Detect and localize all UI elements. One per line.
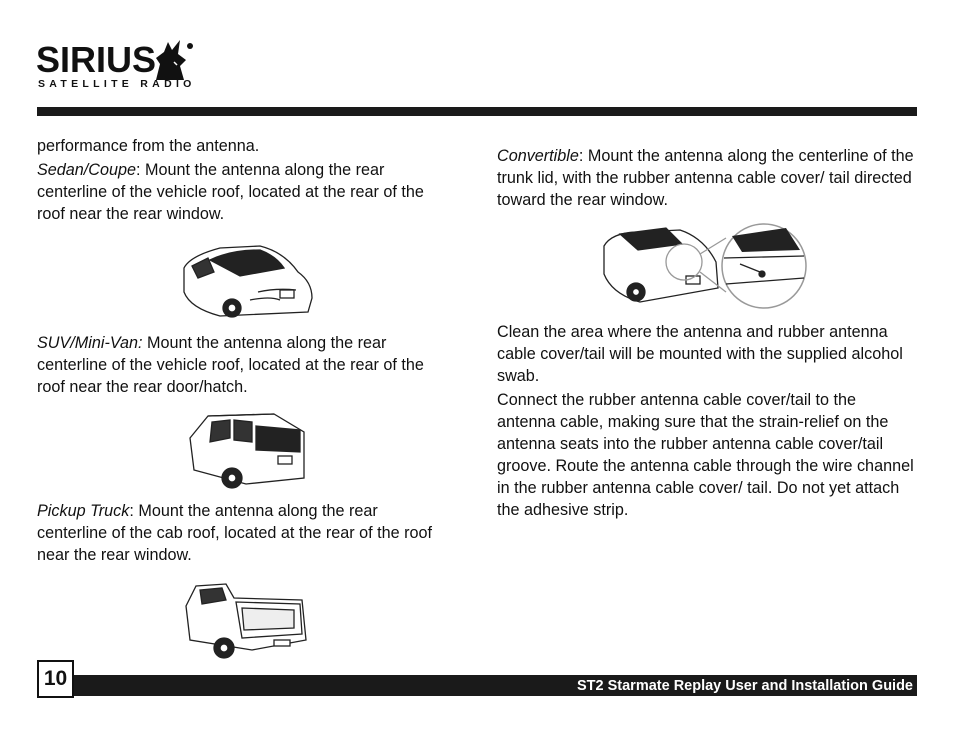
page-number: 10	[37, 660, 74, 698]
convertible-paragraph	[497, 145, 917, 211]
pickup-label: Pickup Truck	[37, 502, 130, 520]
footer-bar	[70, 675, 917, 696]
convertible-text: : Mount the antenna along the centerline of the trunk lid, with the rubber antenna cable cover/ tail directed toward the rear window.	[497, 147, 914, 209]
suv-label: SUV/Mini-Van:	[37, 334, 143, 352]
suv-illustration	[186, 408, 308, 496]
pickup-truck-illustration	[182, 578, 310, 666]
logo-tagline: SATELLITE RADIO	[38, 78, 196, 90]
right-column-lower	[497, 321, 917, 521]
sirius-logo	[36, 36, 196, 94]
header-divider	[37, 107, 917, 116]
convertible-illustration	[600, 222, 812, 314]
left-column	[37, 135, 447, 225]
sedan-paragraph	[37, 159, 447, 225]
logo-wordmark: SIRIUS	[36, 39, 157, 80]
sedan-illustration	[180, 238, 316, 324]
suv-text: Mount the antenna along the rear centerline of the vehicle roof, located at the rear of the roof near the rear door/hatch.	[37, 334, 424, 396]
guide-title: ST2 Starmate Replay User and Installation Guide	[576, 678, 913, 694]
pickup-text: : Mount the antenna along the rear centerline of the cab roof, located at the rear of the roof near the rear window.	[37, 502, 433, 564]
suv-paragraph	[37, 332, 447, 398]
convertible-label: Convertible	[497, 147, 579, 165]
pickup-paragraph	[37, 500, 447, 566]
right-column	[497, 145, 917, 211]
connect-paragraph: Connect the rubber antenna cable cover/tail to the antenna cable, making sure that the strain-relief on the antenna seats into the rubber antenna cable cover/tail groove. Route the antenna cable through the wire channel in the rubber antenna cable cover/ tail. Do not yet attach the adhesive strip.	[497, 391, 914, 519]
clean-paragraph: Clean the area where the antenna and rubber antenna cable cover/tail will be mounted with the supplied alcohol swab.	[497, 323, 903, 385]
left-column-pickup	[37, 500, 447, 566]
left-column-suv	[37, 332, 447, 398]
dog-mascot-icon	[150, 36, 196, 82]
sedan-text: : Mount the antenna along the rear centerline of the vehicle roof, located at the rear of the roof near the rear window.	[37, 161, 424, 223]
intro-text: performance from the antenna.	[37, 137, 260, 155]
sedan-label: Sedan/Coupe	[37, 161, 137, 179]
